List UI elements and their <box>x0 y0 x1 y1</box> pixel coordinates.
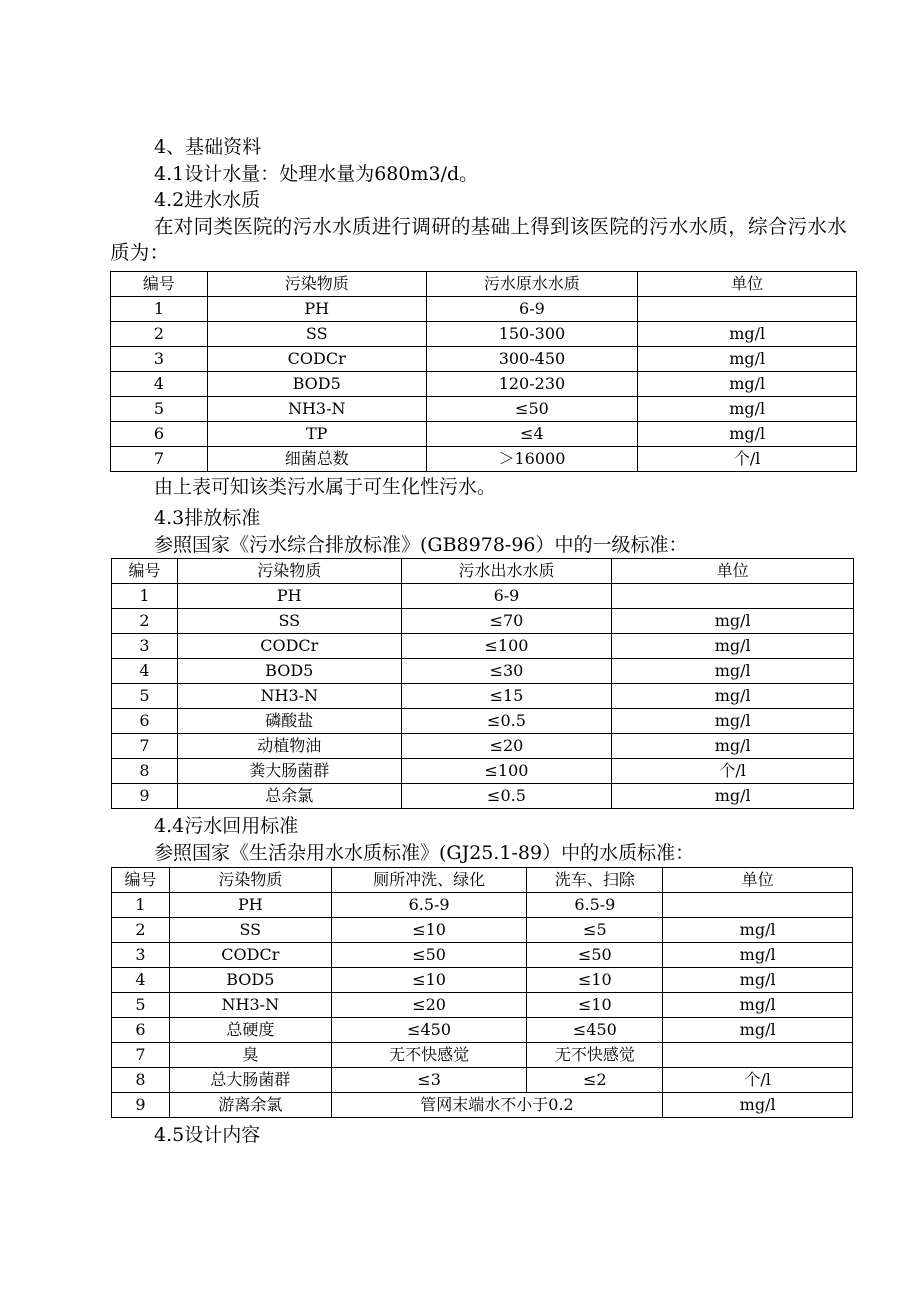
table-cell: 2 <box>111 322 208 347</box>
table-cell: PH <box>207 297 426 322</box>
table-cell: 1 <box>111 297 208 322</box>
table-header-cell: 单位 <box>663 868 853 893</box>
table-cell: SS <box>207 322 426 347</box>
table-cell: 7 <box>112 1043 170 1068</box>
table-cell: ≤2 <box>527 1068 663 1093</box>
table-cell: 1 <box>112 584 178 609</box>
table-cell: 粪大肠菌群 <box>177 759 401 784</box>
table-cell: CODCr <box>177 634 401 659</box>
table-cell: 3 <box>112 634 178 659</box>
table-cell: 管网末端水不小于0.2 <box>331 1093 663 1118</box>
section-4-4-title: 4.4污水回用标准 <box>154 815 299 837</box>
table-cell: ≤0.5 <box>401 784 612 809</box>
table-cell: CODCr <box>169 943 331 968</box>
table-row <box>111 322 857 347</box>
table-cell: ≤50 <box>527 943 663 968</box>
table-cell: mg/l <box>663 1093 853 1118</box>
table-cell: mg/l <box>663 943 853 968</box>
table-row <box>112 684 854 709</box>
table-row <box>112 784 854 809</box>
table-cell: ≤450 <box>527 1018 663 1043</box>
table-cell: 个/l <box>663 1068 853 1093</box>
table-cell: 个/l <box>638 447 857 472</box>
table-cell: ≤50 <box>331 943 527 968</box>
table-cell: 5 <box>111 397 208 422</box>
table-cell: 9 <box>112 1093 170 1118</box>
table-row <box>112 943 853 968</box>
table-row <box>112 993 853 1018</box>
table-row <box>112 1018 853 1043</box>
section-4-2-title: 4.2进水水质 <box>154 189 261 211</box>
table-cell: 5 <box>112 993 170 1018</box>
table-cell: mg/l <box>663 968 853 993</box>
table-cell: mg/l <box>612 709 854 734</box>
table-cell: 细菌总数 <box>207 447 426 472</box>
table-cell: mg/l <box>612 659 854 684</box>
discharge-standard-table <box>111 558 854 809</box>
table-row <box>112 759 854 784</box>
table-cell: 臭 <box>169 1043 331 1068</box>
table-cell: 6-9 <box>401 584 612 609</box>
table-cell <box>638 297 857 322</box>
table-header-cell: 污染物质 <box>169 868 331 893</box>
table-cell: 7 <box>112 734 178 759</box>
table-cell: 总余氯 <box>177 784 401 809</box>
table-row <box>111 372 857 397</box>
section-4-3-reference: 参照国家《污水综合排放标准》(GB8978-96）中的一级标准： <box>154 534 688 556</box>
table-cell <box>663 893 853 918</box>
table-cell: 总大肠菌群 <box>169 1068 331 1093</box>
table-row <box>111 447 857 472</box>
table-cell: ≤20 <box>401 734 612 759</box>
table-row <box>112 893 853 918</box>
table-cell: ≤30 <box>401 659 612 684</box>
table-cell: 个/l <box>612 759 854 784</box>
table-cell: ≤100 <box>401 759 612 784</box>
table-cell: 2 <box>112 609 178 634</box>
table-cell: mg/l <box>638 372 857 397</box>
section-4-5-title: 4.5设计内容 <box>154 1124 261 1146</box>
table-cell: 6.5-9 <box>331 893 527 918</box>
table-cell: ≤100 <box>401 634 612 659</box>
table-cell: ≤50 <box>426 397 638 422</box>
table-cell: mg/l <box>638 422 857 447</box>
table-row <box>112 1043 853 1068</box>
table-cell: ≤5 <box>527 918 663 943</box>
table-row <box>112 1093 853 1118</box>
table-header-cell: 污水出水水质 <box>401 559 612 584</box>
table-header-row <box>112 559 854 584</box>
table-cell: PH <box>169 893 331 918</box>
table-cell: ≤10 <box>331 968 527 993</box>
table-row <box>112 584 854 609</box>
section-4-1-design-flow: 4.1设计水量：处理水量为680m3/d。 <box>154 163 479 185</box>
table-cell: 150-300 <box>426 322 638 347</box>
table-cell: BOD5 <box>169 968 331 993</box>
intro-paragraph: 在对同类医院的污水水质进行调研的基础上得到该医院的污水水质，综合污水水质为： <box>110 215 848 264</box>
table-cell: 6.5-9 <box>527 893 663 918</box>
table-cell: ≤10 <box>331 918 527 943</box>
table-header-cell: 单位 <box>612 559 854 584</box>
table-cell: SS <box>169 918 331 943</box>
table-row <box>112 968 853 993</box>
table-header-row <box>112 868 853 893</box>
table-cell: mg/l <box>612 684 854 709</box>
table-header-cell: 编号 <box>111 272 208 297</box>
table-cell: ≤3 <box>331 1068 527 1093</box>
table-cell: SS <box>177 609 401 634</box>
reuse-standard-table <box>111 867 853 1118</box>
table-row <box>112 734 854 759</box>
table-cell: TP <box>207 422 426 447</box>
table-cell: 4 <box>111 372 208 397</box>
table-cell: mg/l <box>612 784 854 809</box>
table-cell: 4 <box>112 968 170 993</box>
table-cell: 3 <box>112 943 170 968</box>
table-cell: mg/l <box>612 609 854 634</box>
table-cell: ≤15 <box>401 684 612 709</box>
table-cell: ≤450 <box>331 1018 527 1043</box>
table-cell: 无不快感觉 <box>331 1043 527 1068</box>
table-cell: mg/l <box>663 918 853 943</box>
table-cell: 2 <box>112 918 170 943</box>
table-cell: ≤10 <box>527 968 663 993</box>
table-cell: CODCr <box>207 347 426 372</box>
table-cell: ≤10 <box>527 993 663 1018</box>
table-header-row <box>111 272 857 297</box>
table-header-cell: 厕所冲洗、绿化 <box>331 868 527 893</box>
table-cell: ≤4 <box>426 422 638 447</box>
table-cell: BOD5 <box>207 372 426 397</box>
table-cell: NH3-N <box>177 684 401 709</box>
table-header-cell: 单位 <box>638 272 857 297</box>
table-cell: 6 <box>112 1018 170 1043</box>
table-cell: NH3-N <box>169 993 331 1018</box>
table-cell: 游离余氯 <box>169 1093 331 1118</box>
table-cell: ≤70 <box>401 609 612 634</box>
table-cell: ≤0.5 <box>401 709 612 734</box>
table-cell: PH <box>177 584 401 609</box>
table-cell: 7 <box>111 447 208 472</box>
table-header-cell: 污染物质 <box>207 272 426 297</box>
table-header-cell: 编号 <box>112 868 170 893</box>
influent-quality-table <box>110 271 857 472</box>
table-row <box>111 397 857 422</box>
table-row <box>111 347 857 372</box>
table-row <box>112 918 853 943</box>
table-cell: 300-450 <box>426 347 638 372</box>
table-cell: 动植物油 <box>177 734 401 759</box>
table-row <box>112 634 854 659</box>
table-cell: 8 <box>112 1068 170 1093</box>
table-header-cell: 污染物质 <box>177 559 401 584</box>
table-cell: mg/l <box>638 397 857 422</box>
table-header-cell: 污水原水水质 <box>426 272 638 297</box>
table-cell: 1 <box>112 893 170 918</box>
table-row <box>111 422 857 447</box>
table-cell: 总硬度 <box>169 1018 331 1043</box>
table-cell: mg/l <box>612 734 854 759</box>
table-cell: mg/l <box>663 1018 853 1043</box>
section-4-4-reference: 参照国家《生活杂用水水质标准》(GJ25.1-89）中的水质标准： <box>154 842 695 864</box>
table-cell: 磷酸盐 <box>177 709 401 734</box>
biodegradable-note: 由上表可知该类污水属于可生化性污水。 <box>154 476 497 498</box>
table-cell: 9 <box>112 784 178 809</box>
table-row <box>112 1068 853 1093</box>
table-header-cell: 编号 <box>112 559 178 584</box>
table-cell: ＞16000 <box>426 447 638 472</box>
table-row <box>112 709 854 734</box>
table-cell: 8 <box>112 759 178 784</box>
table-cell: BOD5 <box>177 659 401 684</box>
table-cell: mg/l <box>612 634 854 659</box>
table-cell: 无不快感觉 <box>527 1043 663 1068</box>
table-cell: 3 <box>111 347 208 372</box>
table-cell <box>663 1043 853 1068</box>
table-cell: 4 <box>112 659 178 684</box>
table-row <box>112 609 854 634</box>
table-cell: 6-9 <box>426 297 638 322</box>
table-row <box>112 659 854 684</box>
table-cell: 6 <box>111 422 208 447</box>
table-cell: NH3-N <box>207 397 426 422</box>
table-cell <box>612 584 854 609</box>
table-cell: 6 <box>112 709 178 734</box>
table-cell: mg/l <box>638 347 857 372</box>
section-heading-4: 4、基础资料 <box>154 136 262 158</box>
section-4-3-title: 4.3排放标准 <box>154 507 261 529</box>
table-cell: mg/l <box>663 993 853 1018</box>
table-cell: 120-230 <box>426 372 638 397</box>
table-cell: mg/l <box>638 322 857 347</box>
table-row <box>111 297 857 322</box>
table-cell: 5 <box>112 684 178 709</box>
table-header-cell: 洗车、扫除 <box>527 868 663 893</box>
table-cell: ≤20 <box>331 993 527 1018</box>
